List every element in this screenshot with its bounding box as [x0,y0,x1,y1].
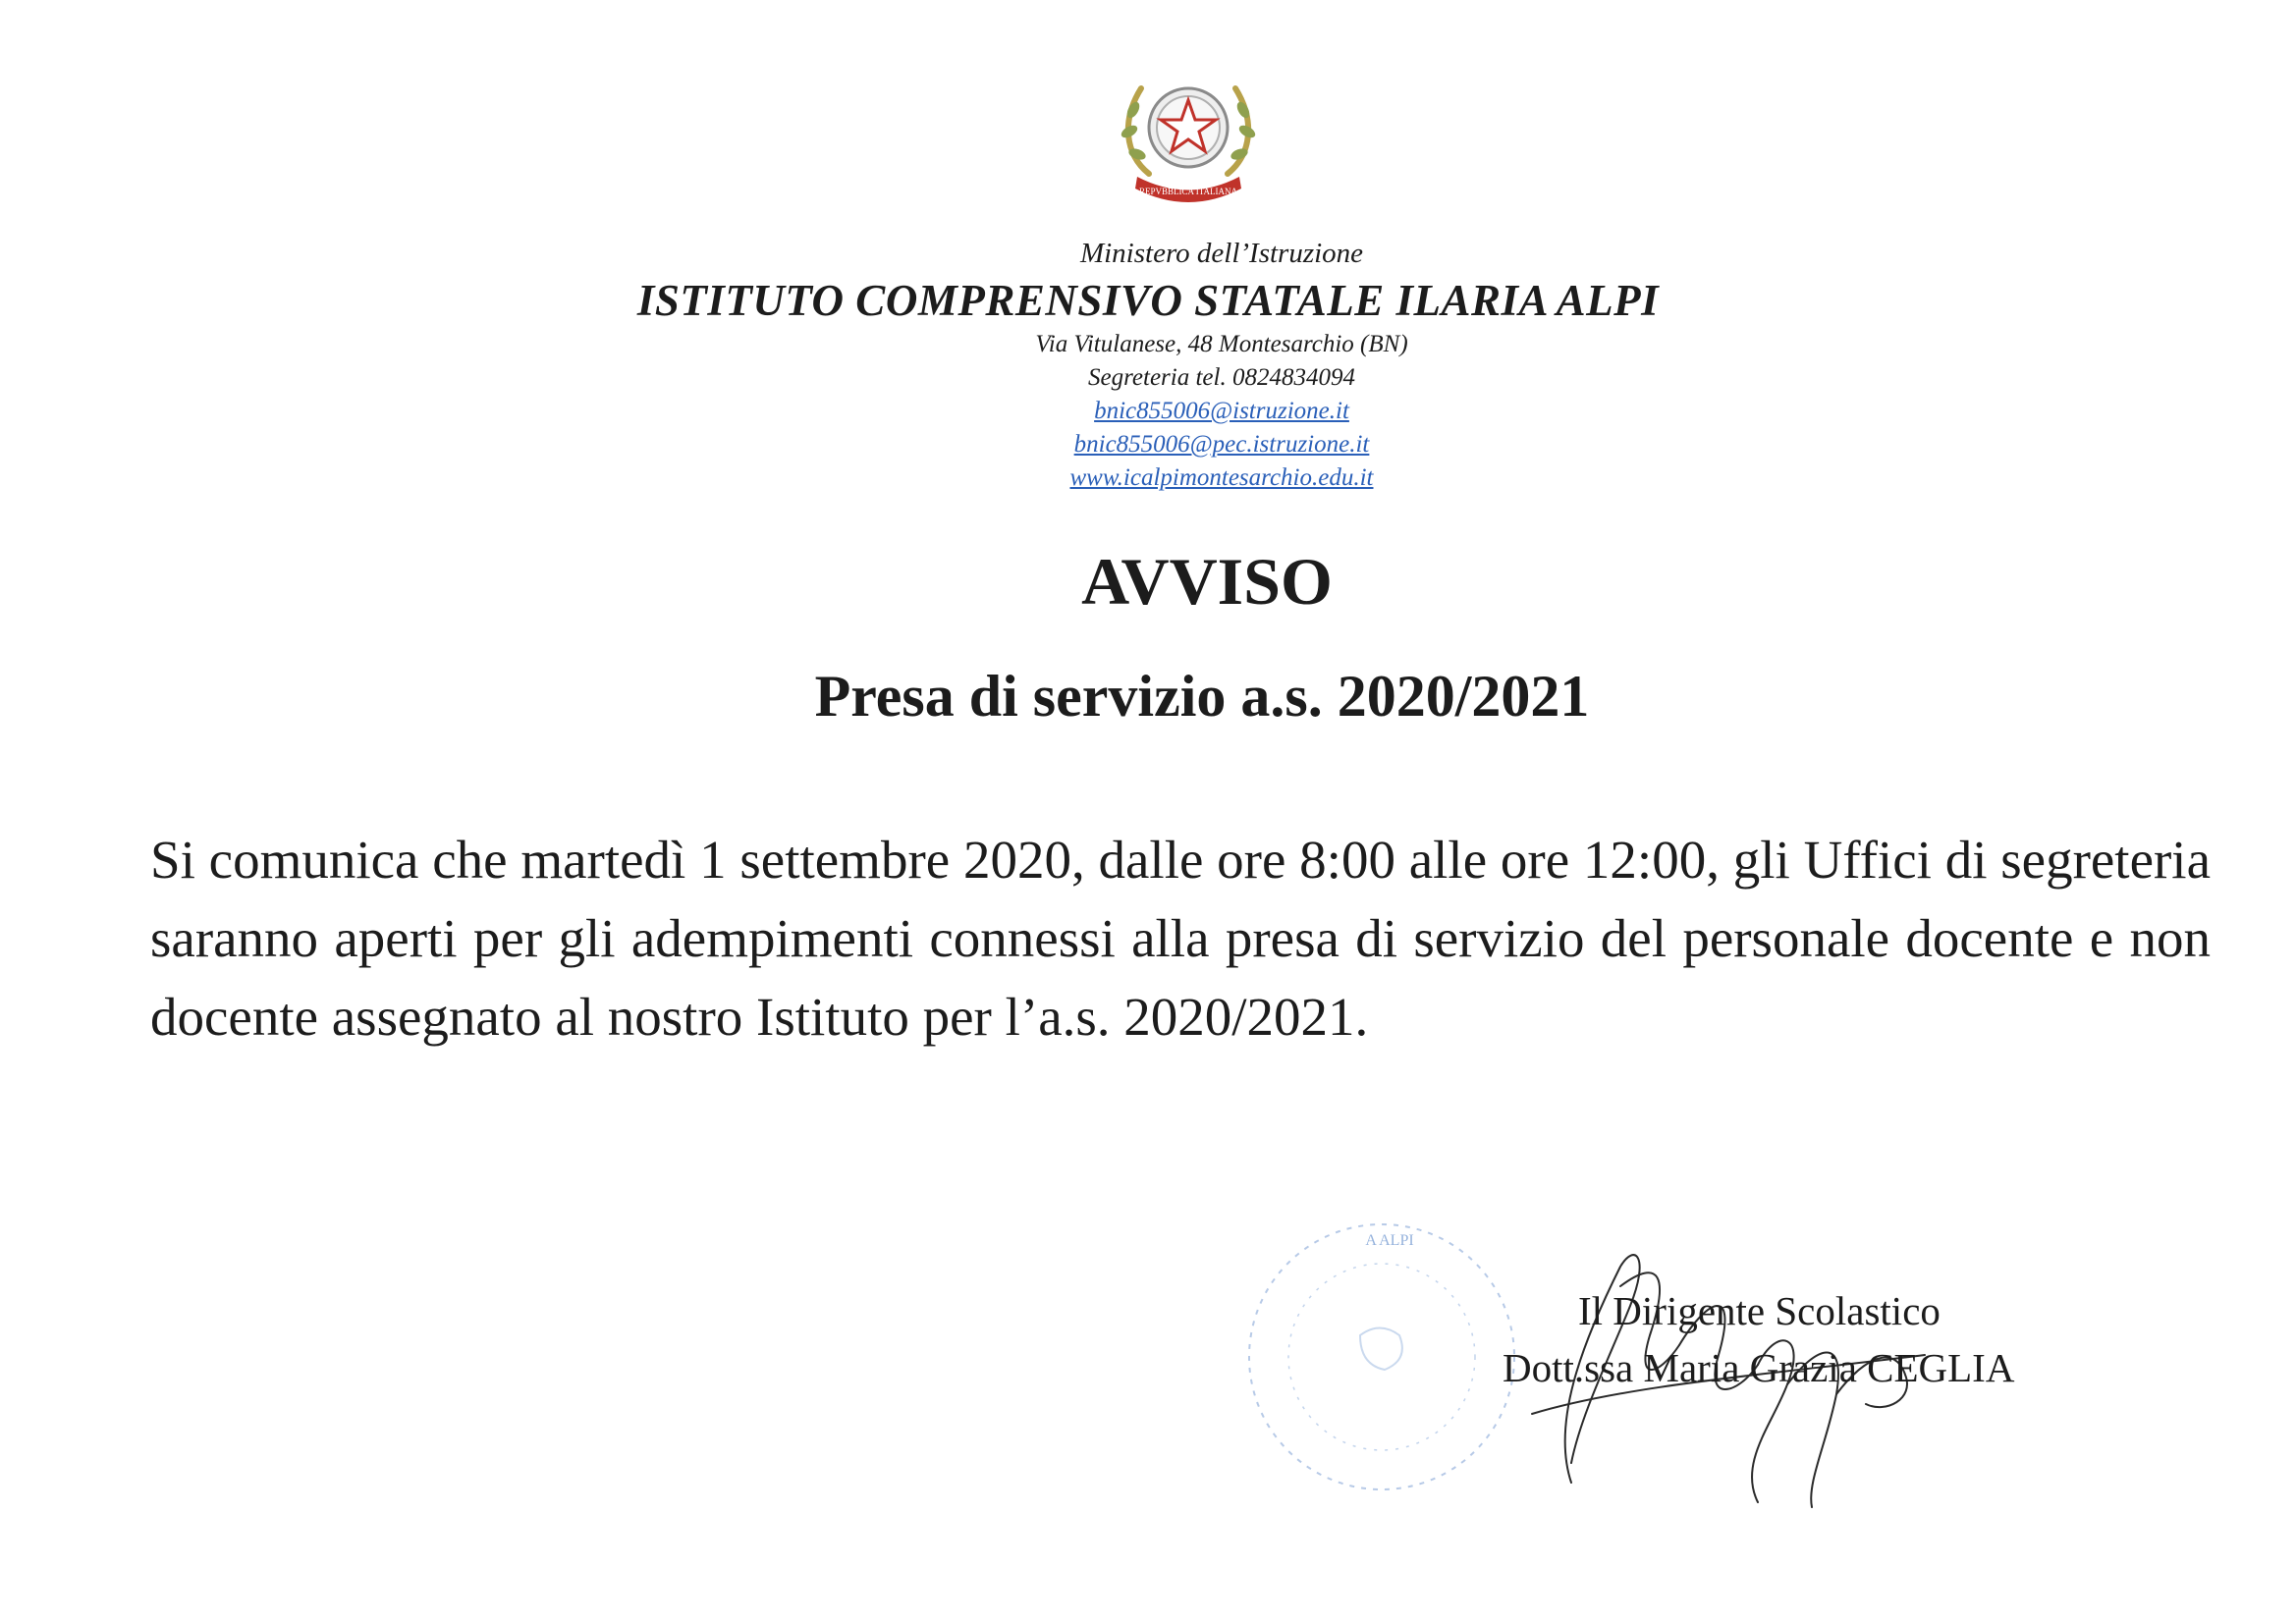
svg-text:REPVBBLICA ITALIANA: REPVBBLICA ITALIANA [1138,187,1238,196]
notice-subtitle: Presa di servizio a.s. 2020/2021 [814,664,1590,729]
notice-body: Si comunica che martedì 1 settembre 2020, dalle ore 8:00 alle ore 12:00, gli Uffici di segreteria saranno aperti per gli adempimenti connessi alla presa di servizio del personale docente e non docente assegnato al nostro Istituto per l’a.s. 2020/2021. [150,830,2211,1047]
signature-name: Dott.ssa Maria Grazia CEGLIA [1503,1345,2015,1390]
italian-republic-emblem-icon [1110,61,1267,208]
website-link[interactable]: www.icalpimontesarchio.edu.it [1069,464,1374,491]
ministry-name: Ministero dell’Istruzione [1079,238,1364,269]
svg-text:A ALPI: A ALPI [1365,1232,1414,1249]
signature-block [1473,1286,2160,1396]
email-link[interactable]: bnic855006@istruzione.it [1094,398,1349,424]
letterhead [0,236,2296,495]
school-address: Via Vitulanese, 48 Montesarchio (BN) [1035,331,1408,357]
pec-link[interactable]: bnic855006@pec.istruzione.it [1073,431,1370,458]
school-phone: Segreteria tel. 0824834094 [1088,364,1355,391]
signature-role: Il Dirigente Scolastico [1578,1288,1941,1333]
school-name: ISTITUTO COMPRENSIVO STATALE ILARIA ALPI [636,276,1660,325]
notice-title: AVVISO [1081,544,1333,619]
